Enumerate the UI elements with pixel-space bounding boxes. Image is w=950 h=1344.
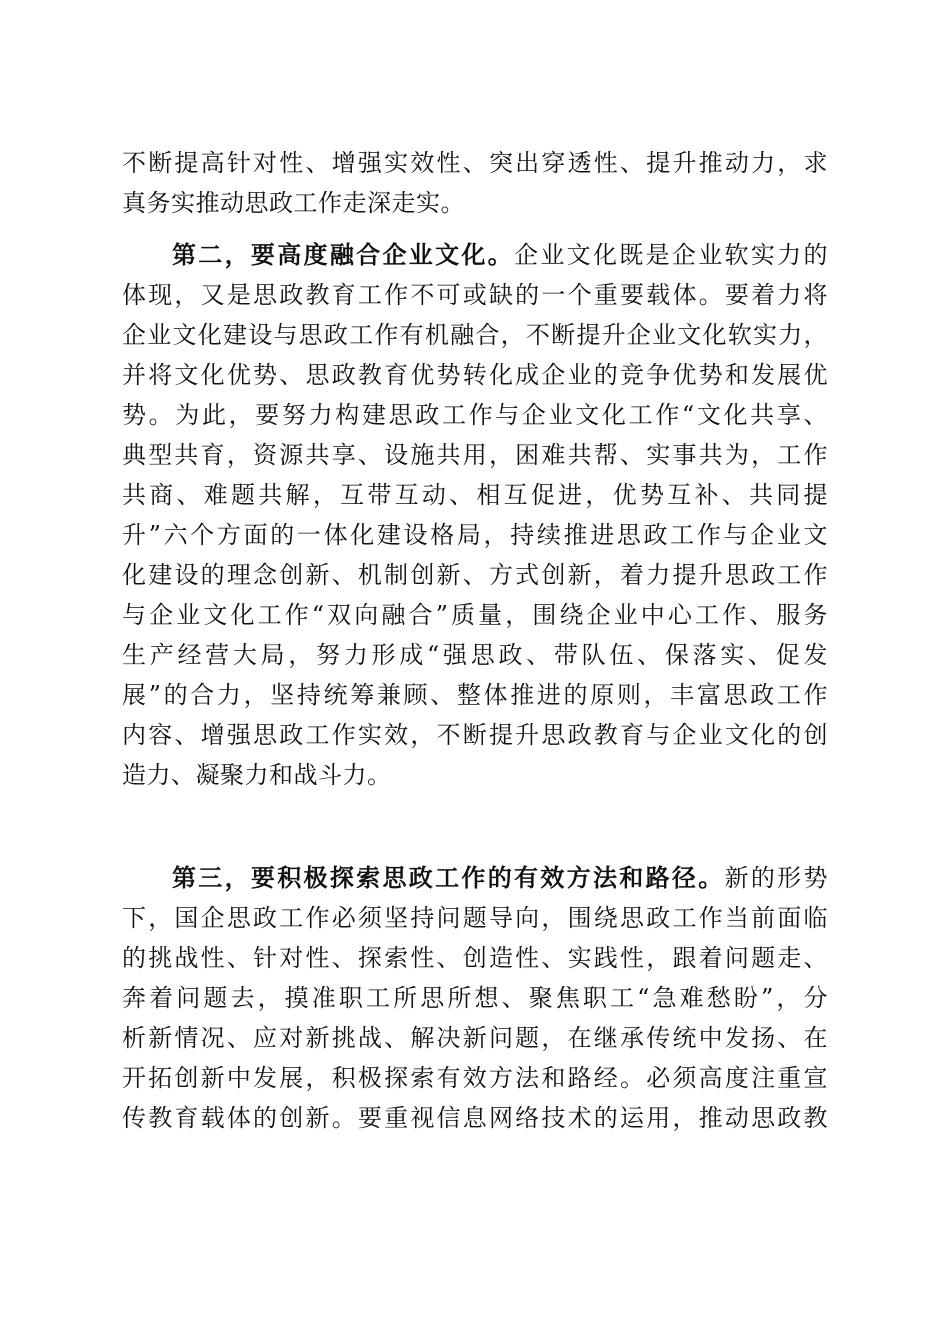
text-line: 展”的合力，坚持统筹兼顾、整体推进的原则，丰富思政工作	[122, 681, 828, 709]
text-line: 下，国企思政工作必须坚持问题导向，围绕思政工作当前面临	[122, 904, 828, 932]
text-line: 析新情况、应对新挑战、解决新问题，在继承传统中发扬、在	[122, 1024, 828, 1052]
text-line: 升”六个方面的一体化建设格局，持续推进思政工作与企业文	[122, 521, 828, 549]
paragraph-first-line	[122, 235, 828, 275]
paragraph-text: 企业文化既是企业软实力的	[514, 241, 828, 269]
paragraph-3	[122, 858, 828, 1138]
paragraph-text: 新的形势	[724, 864, 828, 892]
text-line: 与企业文化工作“双向融合”质量，围绕企业中心工作、服务	[122, 601, 828, 629]
text-line: 的挑战性、针对性、探索性、创造性、实践性，跟着问题走、	[122, 944, 828, 972]
text-line: 并将文化优势、思政教育优势转化成企业的竞争优势和发展优	[122, 361, 828, 389]
text-line: 典型共育，资源共享、设施共用，困难共帮、实事共为，工作	[122, 441, 828, 469]
text-line: 势。为此，要努力构建思政工作与企业文化工作“文化共享、	[122, 401, 828, 429]
paragraph-1	[122, 143, 828, 223]
paragraph-first-line	[122, 858, 828, 898]
text-line: 传教育载体的创新。要重视信息网络技术的运用，推动思政教	[122, 1104, 828, 1132]
text-line: 开拓创新中发展，积极探索有效方法和路经。必须高度注重宣	[122, 1064, 828, 1092]
text-line: 体现，又是思政教育工作不可或缺的一个重要载体。要着力将	[122, 281, 828, 309]
text-line: 内容、增强思政工作实效，不断提升思政教育与企业文化的创	[122, 721, 828, 749]
paragraph-2	[122, 235, 828, 795]
paragraph-heading: 第二，要高度融合企业文化。	[172, 240, 515, 269]
paragraph-heading: 第三，要积极探索思政工作的有效方法和路径。	[172, 863, 725, 892]
text-line: 化建设的理念创新、机制创新、方式创新，着力提升思政工作	[122, 561, 828, 589]
text-line: 企业文化建设与思政工作有机融合，不断提升企业文化软实力，	[122, 321, 828, 349]
text-line: 不断提高针对性、增强实效性、突出穿透性、提升推动力，求	[122, 149, 828, 177]
text-line: 奔着问题去，摸准职工所思所想、聚焦职工“急难愁盼”，分	[122, 984, 828, 1012]
text-line: 造力、凝聚力和战斗力。	[122, 761, 392, 789]
text-line: 生产经营大局，努力形成“强思政、带队伍、保落实、促发	[122, 641, 828, 669]
text-line: 共商、难题共解，互带互动、相互促进，优势互补、共同提	[122, 481, 828, 509]
text-line: 真务实推动思政工作走深走实。	[122, 189, 465, 217]
